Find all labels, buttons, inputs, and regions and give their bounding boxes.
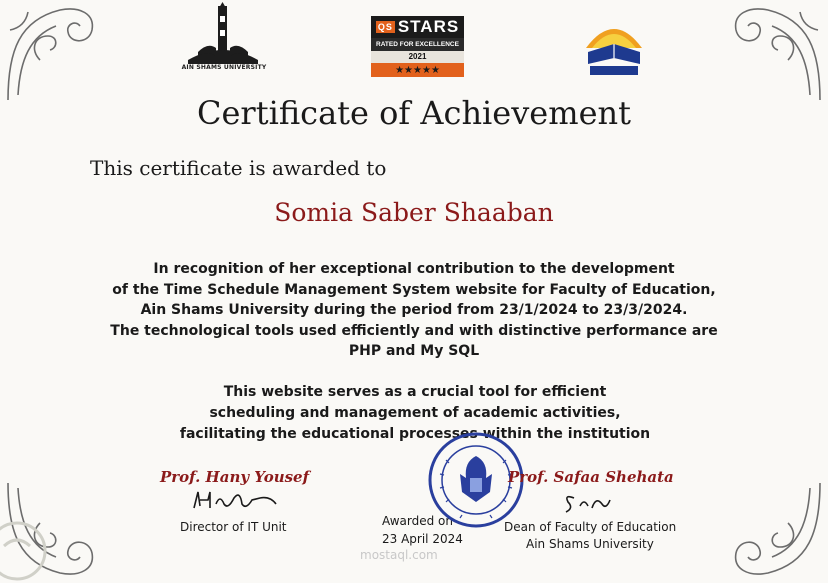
awarded-to-line: This certificate is awarded to — [90, 156, 387, 180]
qs-mark: QS — [377, 22, 393, 32]
left-signatory-role: Director of IT Unit — [180, 520, 287, 534]
corner-ornament-bottom-right — [718, 473, 828, 583]
paragraph-line: scheduling and management of academic activities, — [209, 405, 621, 421]
stars-year: 2021 — [371, 51, 464, 63]
right-handwritten-signature-icon — [560, 488, 620, 516]
faculty-of-education-logo-icon — [578, 8, 650, 80]
recognition-paragraph — [60, 259, 768, 362]
right-signatory-name: Prof. Safaa Shehata — [508, 468, 674, 486]
left-handwritten-signature-icon — [190, 486, 290, 516]
paragraph-line: of the Time Schedule Management System website for Faculty of Education, — [112, 281, 716, 298]
watermark-text: mostaql.com — [360, 548, 438, 562]
paragraph-line: PHP and My SQL — [348, 343, 480, 359]
left-signatory-name: Prof. Hany Yousef — [160, 468, 310, 486]
right-signatory-role: Dean of Faculty of Education — [504, 520, 677, 534]
stars-subtitle: RATED FOR EXCELLENCE — [371, 38, 464, 51]
award-date: 23 April 2024 — [382, 532, 463, 546]
stars-brand: STARS — [397, 17, 460, 36]
university-logo-caption: AIN SHAMS UNIVERSITY — [181, 64, 267, 71]
recipient-name: Somia Saber Shaaban — [274, 198, 554, 227]
watermark-logo-icon — [0, 520, 48, 582]
star-rating-icon: ★★★★★ — [371, 63, 464, 77]
paragraph-line: The technological tools used efficiently and with distinctive performance are — [110, 322, 718, 339]
paragraph-line: facilitating the educational processes within the institution — [179, 426, 651, 442]
paragraph-line: This website serves as a crucial tool for efficient — [223, 384, 607, 400]
certificate-title: Certificate of Achievement — [197, 94, 631, 132]
awarded-on-label: Awarded on — [382, 514, 453, 528]
purpose-paragraph — [120, 382, 710, 445]
paragraph-line: Ain Shams University during the period from 23/1/2024 to 23/3/2024. — [140, 302, 688, 318]
right-signatory-institution: Ain Shams University — [526, 537, 654, 551]
qs-stars-badge — [371, 16, 464, 80]
paragraph-line: In recognition of her exceptional contribution to the development — [153, 261, 675, 277]
